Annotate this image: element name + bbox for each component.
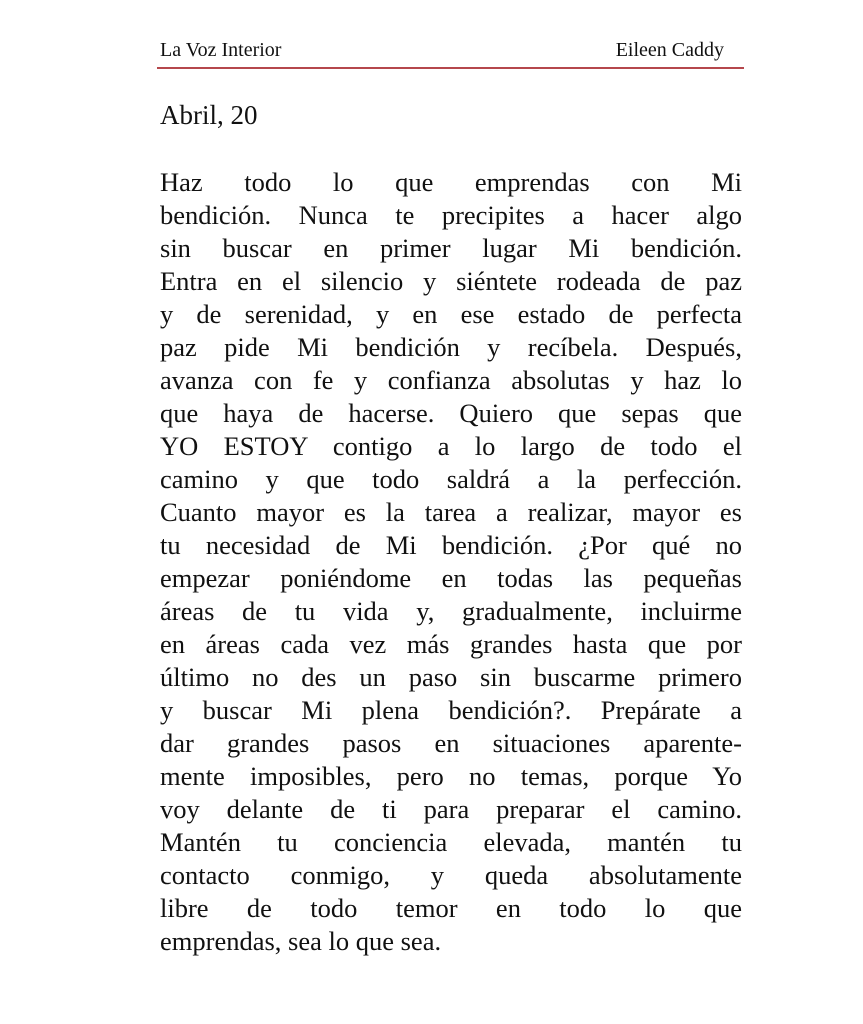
text-line: en áreas cada vez más grandes hasta que por [160,629,742,659]
text-line: paz pide Mi bendición y recíbela. Después, [160,332,742,362]
text-line: Cuanto mayor es la tarea a realizar, mayor es [160,497,742,527]
text-line: dar grandes pasos en situaciones aparente- [160,728,742,758]
text-line: empezar poniéndome en todas las pequeñas [160,563,742,593]
text-line: camino y que todo saldrá a la perfección. [160,464,742,494]
text-line: contacto conmigo, y queda absolutamente [160,860,742,890]
text-line: último no des un paso sin buscarme primero [160,662,742,692]
text-line: voy delante de ti para preparar el camino. [160,794,742,824]
text-line: bendición. Nunca te precipites a hacer algo [160,200,742,230]
text-line: sin buscar en primer lugar Mi bendición. [160,233,742,263]
running-header [157,37,744,69]
text-line: que haya de hacerse. Quiero que sepas que [160,398,742,428]
text-line: y de serenidad, y en ese estado de perfecta [160,299,742,329]
book-title: La Voz Interior [160,39,282,61]
text-line: y buscar Mi plena bendición?. Prepárate a [160,695,742,725]
text-line-last: emprendas, sea lo que sea. [160,926,442,956]
text-line: avanza con fe y confianza absolutas y haz lo [160,365,742,395]
text-line: libre de todo temor en todo lo que [160,893,742,923]
text-line: mente imposibles, pero no temas, porque Yo [160,761,742,791]
text-line: áreas de tu vida y, gradualmente, incluirme [160,596,742,626]
text-line: Entra en el silencio y siéntete rodeada de paz [160,266,742,296]
text-line: YO ESTOY contigo a lo largo de todo el [160,431,742,461]
text-line: Mantén tu conciencia elevada, mantén tu [160,827,742,857]
text-line: Haz todo lo que emprendas con Mi [160,167,742,197]
entry-body [160,166,742,958]
text-line: tu necesidad de Mi bendición. ¿Por qué no [160,530,742,560]
entry-date: Abril, 20 [160,100,258,130]
book-author: Eileen Caddy [615,39,724,61]
